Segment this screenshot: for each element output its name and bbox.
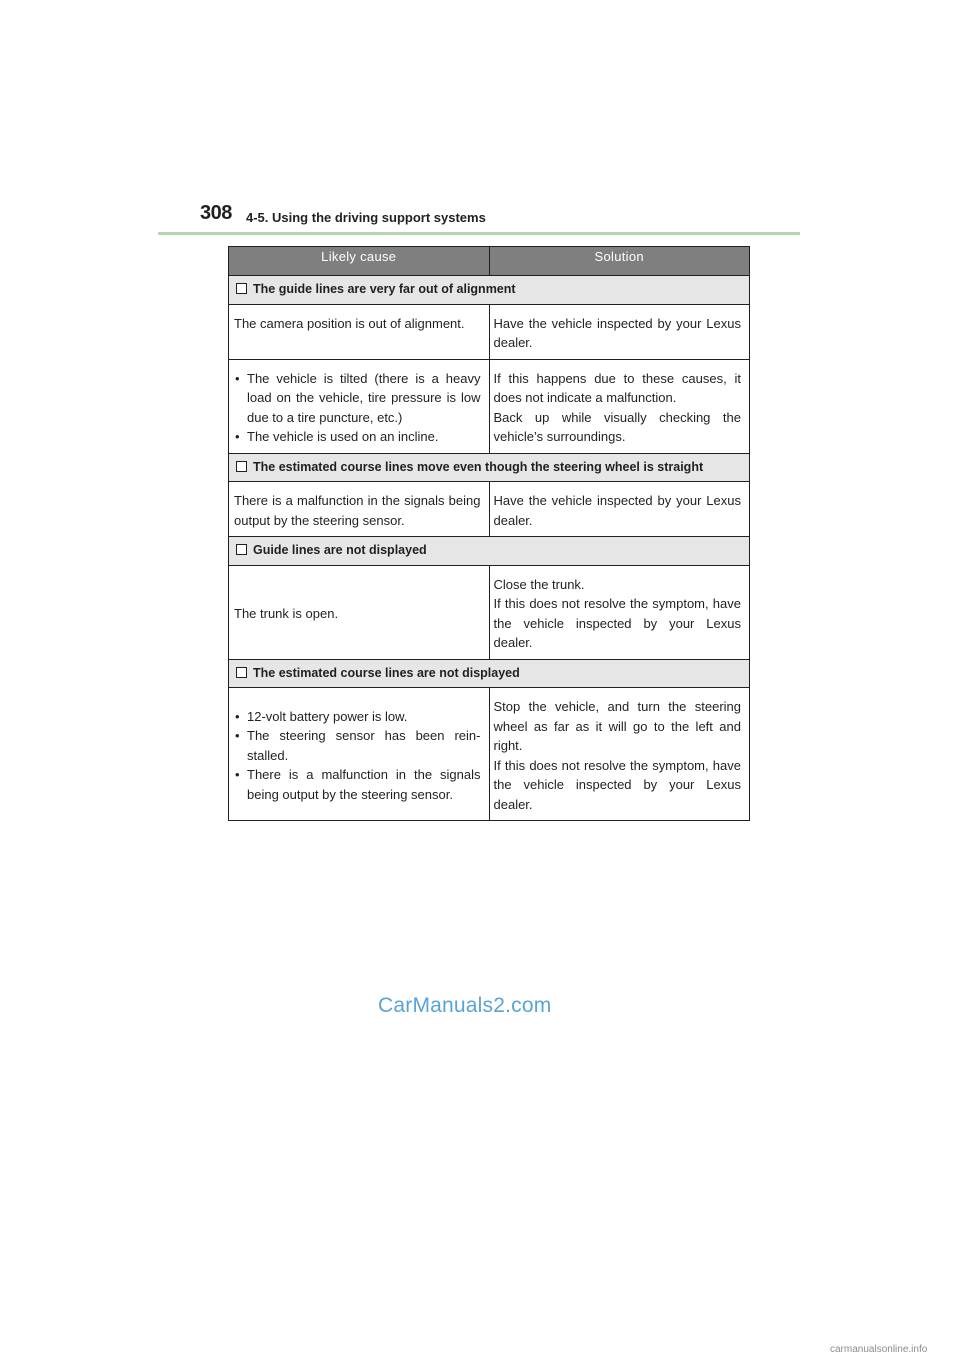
group-title: Guide lines are not displayed: [253, 543, 427, 557]
list-item: • The steering sensor has been rein-stalled.: [234, 726, 481, 765]
table-row: [229, 688, 750, 821]
table-row: [229, 482, 750, 537]
page-number: 308: [200, 202, 232, 224]
group-title: The estimated course lines are not displayed: [253, 665, 520, 680]
solution-cell: [489, 304, 750, 359]
solution-cell: [489, 688, 750, 821]
group-header-row: [229, 537, 750, 566]
cause-cell: [229, 688, 490, 821]
group-header: [229, 537, 750, 566]
header-divider: [158, 232, 800, 235]
solution-text: If this happens due to these causes, it does not indicate a malfunction.: [493, 370, 741, 405]
checkbox-square-icon: [236, 667, 247, 678]
column-header-solution: Solution: [489, 247, 750, 276]
table-row: [229, 304, 750, 359]
section-title: 4-5. Using the driving support systems: [246, 210, 486, 225]
cause-cell: [229, 482, 490, 537]
column-header-likely-cause: Likely cause: [229, 247, 490, 276]
footer-watermark: carmanualsonline.info: [830, 1344, 928, 1355]
checkbox-square-icon: [236, 283, 247, 294]
solution-text: Stop the vehicle, and turn the steering wheel as far as it will go to the left and right.: [493, 699, 741, 753]
cause-cell: [229, 304, 490, 359]
page-header: [200, 202, 800, 232]
group-header-row: [229, 453, 750, 482]
cause-cell: [229, 359, 490, 453]
table-header-row: [229, 247, 750, 276]
cause-bullet-list: [234, 369, 481, 447]
group-header: [229, 659, 750, 688]
cause-bullet-list: [234, 707, 481, 805]
table-row: [229, 565, 750, 659]
cause-text: The trunk is open.: [234, 605, 339, 621]
troubleshooting-table: [228, 246, 750, 821]
cause-text: The camera position is out of alignment.: [234, 315, 465, 331]
table-row: [229, 359, 750, 453]
group-header-row: [229, 276, 750, 305]
cause-cell: [229, 565, 490, 659]
solution-text: Have the vehicle inspected by your Lexus dealer.: [493, 315, 741, 350]
solution-cell: [489, 482, 750, 537]
group-title: The estimated course lines move even though the steering wheel is straight: [253, 459, 704, 474]
checkbox-square-icon: [236, 461, 247, 472]
solution-cell: [489, 359, 750, 453]
checkbox-square-icon: [236, 544, 247, 555]
group-header: [229, 453, 750, 482]
solution-text: Close the trunk.: [493, 576, 585, 592]
group-header-row: [229, 659, 750, 688]
list-item: • 12-volt battery power is low.: [234, 707, 481, 727]
solution-cell: [489, 565, 750, 659]
list-item: • There is a malfunction in the signals being output by the steering sensor.: [234, 765, 481, 804]
watermark-logo[interactable]: CarManuals2.com: [378, 994, 552, 1017]
group-title: The guide lines are very far out of alignment: [253, 282, 516, 296]
solution-text: If this does not resolve the symptom, have the vehicle inspected by your Lexus dealer.: [493, 596, 741, 650]
group-header: [229, 276, 750, 305]
cause-text: There is a malfunction in the signals being output by the steering sensor.: [234, 493, 481, 528]
solution-text: Have the vehicle inspected by your Lexus dealer.: [493, 493, 741, 528]
list-item: • The vehicle is used on an incline.: [234, 427, 481, 447]
list-item: • The vehicle is tilted (there is a heavy load on the vehicle, tire pressure is low due to a tire puncture, etc.): [234, 369, 481, 428]
solution-text: Back up while visually checking the vehicle’s surroundings.: [493, 409, 741, 444]
solution-text: If this does not resolve the symptom, have the vehicle inspected by your Lexus dealer.: [493, 757, 741, 812]
